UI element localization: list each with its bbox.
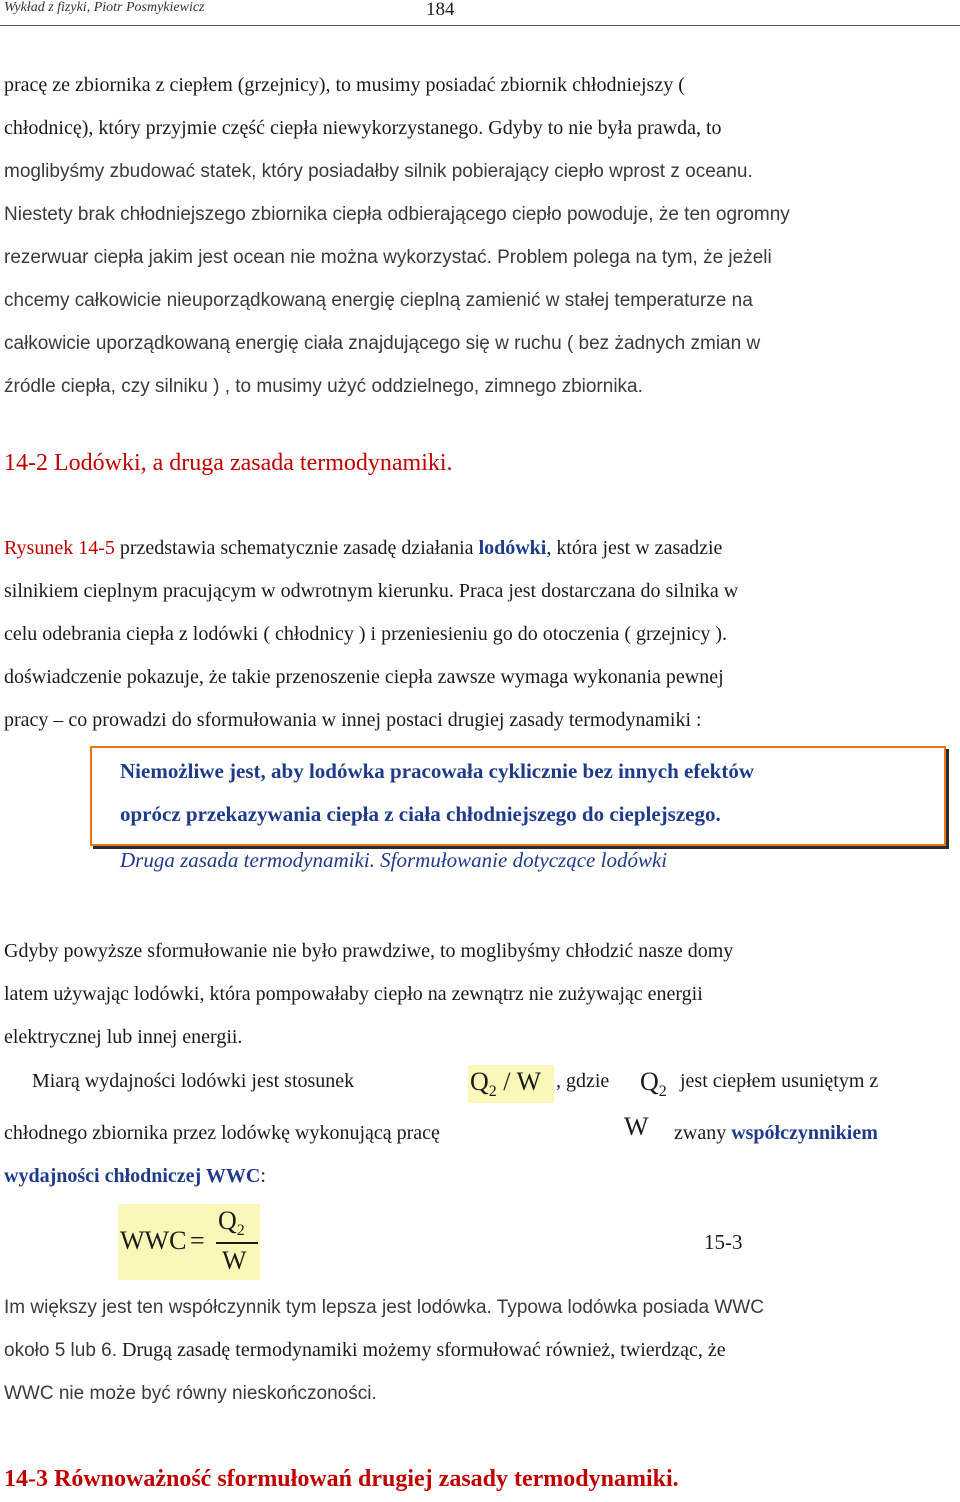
figure-reference: Rysunek 14-5: [4, 537, 115, 559]
text-line: moglibyśmy zbudować statek, który posiadałby silnik pobierający ciepło wprost z oceanu.: [4, 161, 753, 182]
text-line: pracy – co prowadzi do sformułowania w innej postaci drugiej zasady termodynamiki :: [4, 709, 702, 731]
term-lodowki: lodówki: [478, 537, 547, 559]
page-header: [0, 0, 960, 26]
term-coefficient: współczynnikiem: [731, 1122, 878, 1144]
text-line: elektrycznej lub innej energii.: [4, 1026, 243, 1048]
text-line: , gdzie: [556, 1070, 610, 1092]
text-line: Gdyby powyższe sformułowanie nie było prawdziwe, to moglibyśmy chłodzić nasze domy: [4, 940, 734, 962]
inline-formula-q2-over-w: $Q_2$ / W: [468, 1065, 554, 1103]
text-line: pracę ze zbiornika z ciepłem (grzejnicy), to musimy posiadać zbiornik chłodniejszy (: [4, 74, 685, 96]
text-line: silnikiem cieplnym pracującym w odwrotnym kierunku. Praca jest dostarczana do silnika w: [4, 580, 739, 602]
text-line: źródle ciepła, czy silniku ) , to musimy użyć oddzielnego, zimnego zbiornika.: [4, 376, 643, 397]
term-wwc: wydajności chłodniczej WWC: [4, 1165, 261, 1187]
text-line: Niestety brak chłodniejszego zbiornika ciepła odbierającego ciepło powoduje, że ten ogromny: [4, 204, 790, 225]
text-line: całkowicie uporządkowaną energię ciała znajdującego się w ruchu ( bez żadnych zmian w: [4, 333, 761, 354]
equation-equals: =: [190, 1226, 205, 1255]
text-line: rezerwuar ciepła jakim jest ocean nie można wykorzystać. Problem polega na tym, że jeżeli: [4, 247, 772, 268]
text-line: chcemy całkowicie nieuporządkowaną energię cieplną zamienić w stałej temperaturze na: [4, 290, 753, 311]
text-line: jest ciepłem usuniętym z: [680, 1070, 879, 1092]
text-line: WWC nie może być równy nieskończoności.: [4, 1383, 377, 1404]
inline-symbol-q2: $Q_2$: [640, 1067, 667, 1101]
inline-symbol-w: W: [624, 1112, 649, 1141]
fraction-bar: [216, 1242, 258, 1244]
statement-caption: Druga zasada termodynamiki. Sformułowanie dotyczące lodówki: [120, 848, 668, 872]
statement-line: Niemożliwe jest, aby lodówka pracowała cyklicznie bez innych efektów: [120, 759, 755, 783]
text-line: wydajności chłodniczej WWC:: [4, 1165, 266, 1187]
text-line: celu odebrania ciepła z lodówki ( chłodnicy ) i przeniesieniu go do otoczenia ( grzejnicy ).: [4, 623, 728, 645]
text-line: latem używając lodówki, która pompowałaby ciepło na zewnątrz nie zużywając energii: [4, 983, 703, 1005]
section-heading-14-2: 14-2 Lodówki, a druga zasada termodynamiki.: [4, 450, 453, 476]
paragraph-wwc-values: [4, 1286, 938, 1415]
text-line: chłodnicę), który przyjmie część ciepła niewykorzystanego. Gdyby to nie była prawda, to: [4, 117, 722, 139]
paragraph-refrigerator: [4, 527, 938, 742]
text-line: zwany współczynnikiem: [674, 1122, 878, 1144]
equation-wwc: [118, 1204, 260, 1280]
text-line: chłodnego zbiornika przez lodówkę wykonującą pracę: [4, 1122, 440, 1144]
paragraph-intro: [4, 64, 938, 408]
statement-line: oprócz przekazywania ciepła z ciała chłodniejszego do cieplejszego.: [120, 802, 721, 826]
text-line: Miarą wydajności lodówki jest stosunek: [32, 1070, 355, 1092]
header-author: Wykład z fizyki, Piotr Posmykiewicz: [4, 0, 205, 15]
equation-denominator: W: [222, 1246, 247, 1275]
equation-number: 15-3: [704, 1230, 743, 1254]
equation-lhs: WWC: [120, 1226, 187, 1255]
text-line: około 5 lub 6. Drugą zasadę termodynamiki możemy sformułować również, twierdząc, że: [4, 1339, 726, 1361]
header-rule: [0, 25, 960, 26]
section-heading-14-3: 14-3 Równoważność sformułowań drugiej zasady termodynamiki.: [4, 1466, 679, 1492]
equation-numerator: $Q_2$: [218, 1206, 245, 1240]
text-line: doświadczenie pokazuje, że takie przenoszenie ciepła zawsze wymaga wykonania pewnej: [4, 666, 724, 688]
text-line: Im większy jest ten współczynnik tym lepsza jest lodówka. Typowa lodówka posiada WWC: [4, 1297, 764, 1318]
page-number: 184: [426, 0, 455, 20]
paragraph-consequence: [4, 930, 938, 1059]
text-line: Rysunek 14-5 przedstawia schematycznie zasadę działania lodówki, która jest w zasadzie: [4, 537, 723, 559]
